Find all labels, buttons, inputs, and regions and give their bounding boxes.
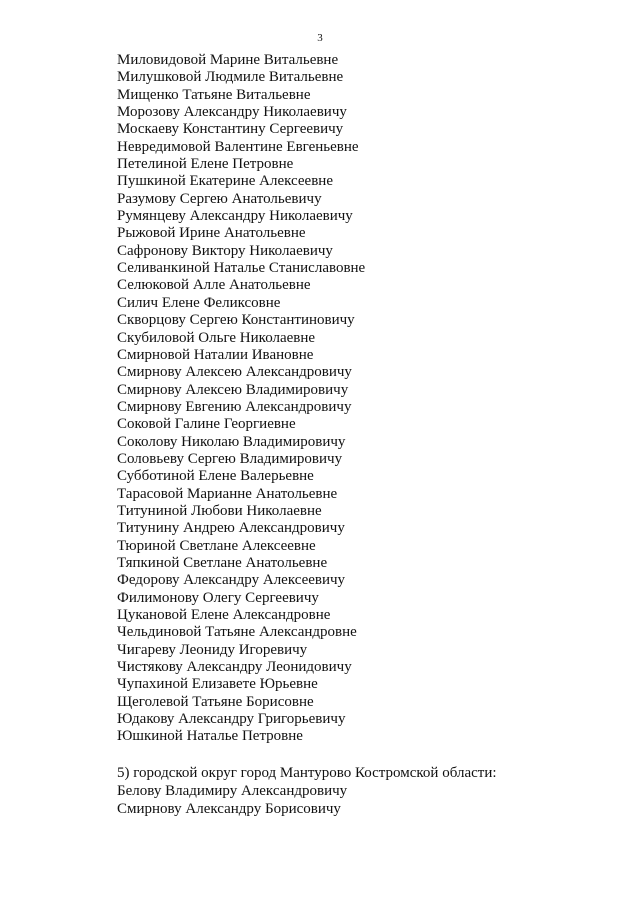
list-item: Москаеву Константину Сергеевичу [117,121,344,138]
list-item: Рыжовой Ирине Анатольевне [117,225,306,242]
list-item: Федорову Александру Алексеевичу [117,572,346,589]
list-item: Щеголевой Татьяне Борисовне [117,693,314,710]
list-item: Тяпкиной Светлане Анатольевне [117,554,328,571]
list-item: Румянцеву Александру Николаевичу [117,208,353,225]
list-item: Соловьеву Сергею Владимировичу [117,450,343,467]
list-item: Петелиной Елене Петровне [117,156,294,173]
list-item: Субботиной Елене Валерьевне [117,468,314,485]
list-item: Милушковой Людмиле Витальевне [117,69,344,86]
list-item: Чистякову Александру Леонидовичу [117,659,352,676]
list-item: Разумову Сергею Анатольевичу [117,190,322,207]
section-5 [117,764,497,818]
list-item: Скубиловой Ольге Николаевне [117,329,316,346]
list-item: Соколову Николаю Владимировичу [117,433,346,450]
name-list [117,52,365,746]
list-item: Тарасовой Марианне Анатольевне [117,485,338,502]
list-item: Чигареву Леониду Игоревичу [117,641,308,658]
section-heading: 5) городской округ город Мантурово Костромской области: [117,765,497,781]
list-item: Смирнову Алексею Александровичу [117,364,352,381]
list-item: Соковой Галине Георгиевне [117,416,296,433]
list-item: Скворцову Сергею Константиновичу [117,312,355,329]
list-item: Пушкиной Екатерине Алексеевне [117,173,333,190]
list-item: Цукановой Елене Александровне [117,607,331,623]
list-item: Смирновой Наталии Ивановне [117,346,314,363]
list-item: Невредимовой Валентине Евгеньевне [117,138,359,155]
list-item: Селюковой Алле Анатольевне [117,277,311,294]
list-item: Силич Елене Феликсовне [117,294,281,311]
list-item: Миловидовой Марине Витальевне [117,52,339,68]
section-name-list [117,782,497,818]
list-item: Мищенко Татьяне Витальевне [117,86,311,103]
list-item: Сафронову Виктору Николаевичу [117,242,333,259]
list-item: Тюриной Светлане Алексеевне [117,537,316,554]
list-item: Чельдиновой Татьяне Александровне [117,624,357,641]
list-item: Юдакову Александру Григорьевичу [117,711,346,728]
list-item: Титунину Андрею Александровичу [117,520,345,537]
list-item: Белову Владимиру Александровичу [117,783,348,799]
list-item: Чупахиной Елизавете Юрьевне [117,676,318,693]
list-item: Юшкиной Наталье Петровне [117,728,303,745]
list-item: Титуниной Любови Николаевне [117,502,322,519]
page-number: 3 [317,32,323,44]
list-item: Смирнову Евгению Александровичу [117,398,352,415]
list-item: Смирнову Алексею Владимировичу [117,381,349,398]
list-item: Морозову Александру Николаевичу [117,104,347,121]
list-item: Филимонову Олегу Сергеевичу [117,589,319,606]
list-item: Селиванкиной Наталье Станиславовне [117,260,366,277]
list-item: Смирнову Александру Борисовичу [117,801,341,817]
